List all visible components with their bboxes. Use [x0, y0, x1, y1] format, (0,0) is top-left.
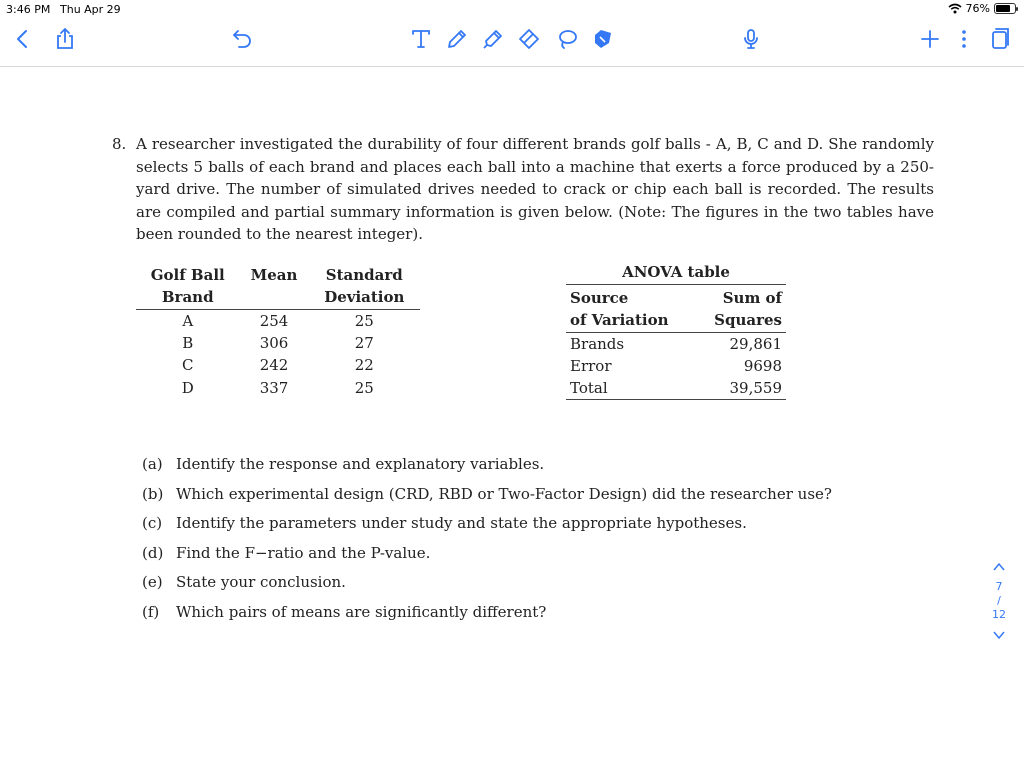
table-header: Brand	[136, 286, 239, 309]
more-button[interactable]	[949, 24, 979, 54]
battery-fill	[996, 5, 1010, 12]
text-tool-button[interactable]	[406, 24, 436, 54]
status-date: Thu Apr 29	[60, 3, 121, 16]
status-right	[948, 2, 1016, 15]
table-cell: 39,559	[695, 377, 787, 400]
table-row	[566, 332, 786, 355]
table-cell: 254	[259, 311, 289, 330]
part-label: (f)	[142, 602, 160, 621]
problem-statement	[112, 133, 934, 246]
toolbar	[0, 18, 1024, 62]
list-item	[142, 485, 832, 515]
table-cell: D	[181, 378, 194, 397]
wifi-icon	[948, 3, 962, 14]
table-cell: Error	[570, 356, 612, 375]
list-item	[142, 573, 832, 603]
table-header	[239, 286, 308, 309]
table-cell: C	[181, 356, 194, 375]
table-header: Mean	[250, 265, 298, 284]
table-header-row	[566, 286, 786, 309]
table-cell: 29,861	[729, 334, 782, 353]
problem-number: 8.	[112, 135, 127, 153]
anova-table	[566, 286, 786, 400]
eraser-icon	[517, 27, 541, 51]
document-page[interactable]	[0, 67, 1024, 768]
undo-icon	[230, 27, 254, 51]
table-header-row	[136, 286, 420, 309]
text-tool-icon	[409, 27, 433, 51]
pen-icon	[445, 27, 469, 51]
table-cell: 306	[259, 333, 289, 352]
table-header: Source	[570, 288, 629, 307]
table-cell: Brands	[570, 334, 625, 353]
table-header-row	[136, 263, 420, 286]
part-text: Which pairs of means are significantly different?	[176, 602, 547, 621]
anova-table-title: ANOVA table	[566, 263, 786, 285]
battery-icon	[994, 3, 1016, 14]
table-header: Golf Ball	[150, 265, 225, 284]
table-row	[566, 377, 786, 400]
table-header: of Variation	[566, 309, 695, 332]
table-header: Deviation	[309, 286, 420, 309]
list-item	[142, 514, 832, 544]
record-audio-button[interactable]	[736, 24, 766, 54]
table-cell: Total	[566, 377, 695, 400]
part-text: Which experimental design (CRD, RBD or Two-Factor Design) did the researcher use?	[176, 484, 832, 503]
part-label: (a)	[142, 455, 163, 473]
table-cell: 25	[354, 311, 374, 330]
part-label: (e)	[142, 573, 163, 591]
table-row	[136, 309, 420, 332]
part-text: Find the F−ratio and the P-value.	[176, 543, 431, 562]
undo-button[interactable]	[227, 24, 257, 54]
chevron-left-icon	[11, 27, 35, 51]
table-cell: 242	[259, 356, 289, 375]
highlighter-icon	[481, 27, 505, 51]
table-row	[136, 354, 420, 377]
part-text: Identify the response and explanatory variables.	[176, 455, 545, 473]
problem-text: A researcher investigated the durability of four different brands golf balls - A, B, C and D. She randomly selects 5 balls of each brand and places each ball into a machine that exerts a force produced by a 250-yard drive. The number of simulated drives needed to crack or chip each ball is recorded. The results are compiled and partial summary information is given below. (Note: The figures in the two tables have been rounded to the nearest integer).	[136, 135, 934, 243]
pages-button[interactable]	[984, 24, 1014, 54]
page-indicator	[984, 560, 1014, 670]
plus-icon	[918, 27, 942, 51]
shapes-icon	[591, 27, 615, 51]
shapes-tool-button[interactable]	[588, 24, 618, 54]
table-row	[136, 332, 420, 355]
table-row	[566, 355, 786, 378]
back-button[interactable]	[8, 24, 38, 54]
summary-table	[136, 263, 420, 399]
table-cell: 27	[354, 333, 374, 352]
add-page-button[interactable]	[915, 24, 945, 54]
chevron-down-icon	[992, 628, 1006, 642]
table-cell: 9698	[743, 356, 782, 375]
battery-percent: 76%	[965, 2, 990, 15]
list-item	[142, 544, 832, 574]
eraser-tool-button[interactable]	[514, 24, 544, 54]
table-header: Sum of	[722, 288, 782, 307]
status-bar	[0, 0, 1024, 18]
lasso-tool-button[interactable]	[552, 24, 582, 54]
lasso-icon	[555, 27, 579, 51]
list-item	[142, 603, 832, 633]
highlighter-tool-button[interactable]	[478, 24, 508, 54]
table-header: Standard	[325, 265, 403, 284]
table-cell: 337	[259, 378, 289, 397]
part-label: (d)	[142, 543, 164, 562]
pages-icon	[987, 27, 1011, 51]
share-icon	[53, 27, 77, 51]
previous-page-button[interactable]	[984, 560, 1014, 580]
table-row	[136, 377, 420, 400]
page-separator: /	[997, 594, 1001, 607]
list-item	[142, 455, 832, 485]
chevron-up-icon	[992, 560, 1006, 574]
part-label: (c)	[142, 514, 163, 532]
table-header: Squares	[695, 309, 787, 332]
part-label: (b)	[142, 484, 164, 503]
next-page-button[interactable]	[984, 628, 1014, 648]
pen-tool-button[interactable]	[442, 24, 472, 54]
part-text: State your conclusion.	[176, 573, 346, 591]
current-page: 7	[995, 580, 1003, 593]
more-icon	[952, 27, 976, 51]
part-text: Identify the parameters under study and state the appropriate hypotheses.	[176, 514, 747, 532]
table-header-row	[566, 309, 786, 332]
question-parts	[142, 455, 832, 632]
share-button[interactable]	[50, 24, 80, 54]
table-cell: 22	[354, 356, 374, 375]
status-time: 3:46 PM	[6, 3, 51, 16]
table-cell: A	[182, 311, 194, 330]
table-cell: B	[182, 333, 194, 352]
microphone-icon	[739, 27, 763, 51]
table-cell: 25	[354, 378, 374, 397]
total-pages: 12	[992, 608, 1006, 621]
